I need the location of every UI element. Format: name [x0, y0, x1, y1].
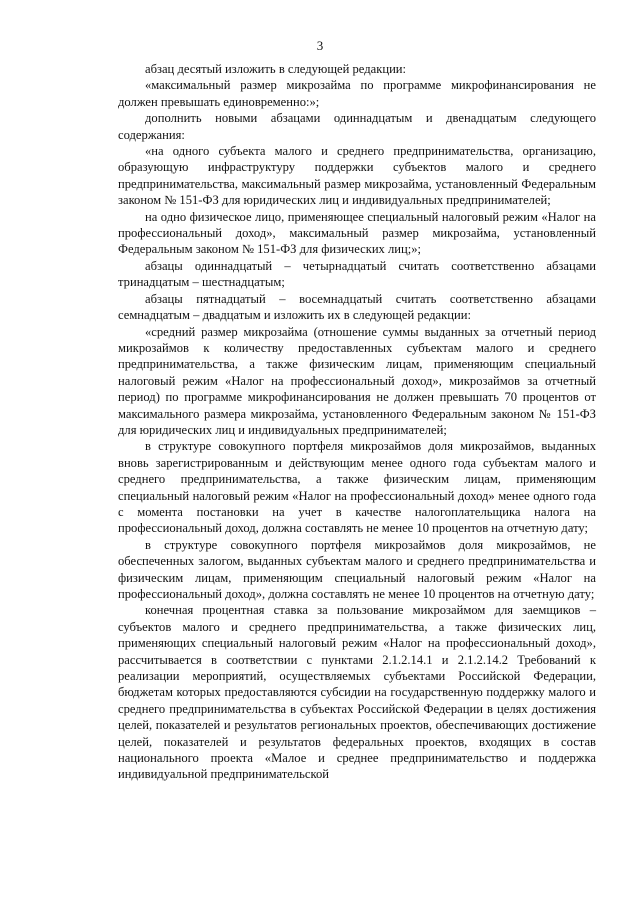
paragraph: абзацы пятнадцатый – восемнадцатый считать соответственно абзацами семнадцатым – двадцатым и изложить их в следующей редакции: [118, 291, 596, 323]
page-number: 3 [316, 38, 324, 53]
paragraph: в структуре совокупного портфеля микрозаймов доля микрозаймов, выданных вновь зарегистрированным и действующим менее одного года субъектам малого и среднего предпринимательства, а также физическим лицам, применяющим специальный налоговый режим «Налог на профессиональный доход» менее одного года с момента постановки на учет в качестве налогоплательщика налога на профессиональный доход, должна составлять не менее 10 процентов на отчетную дату; [118, 439, 596, 536]
paragraph: «на одного субъекта малого и среднего предпринимательства, организацию, образующую инфраструктуру поддержки субъектов малого и среднего предпринимательства, максимальный размер микрозайма, установленный Федеральным законом № 151-ФЗ для юридических лиц и индивидуальных предпринимателей; [118, 144, 596, 208]
paragraph: на одно физическое лицо, применяющее специальный налоговый режим «Налог на профессиональный доход», максимальный размер микрозайма, установленный Федеральным законом № 151-ФЗ для физических лиц;»; [118, 209, 596, 257]
paragraph: в структуре совокупного портфеля микрозаймов доля микрозаймов, не обеспеченных залогом, выданных субъектам малого и среднего предпринимательства и физическим лицам, применяющим специальный налоговый режим «Налог на профессиональный доход», должна составлять не менее 10 процентов на отчетную дату; [118, 537, 596, 601]
paragraph: абзац десятый изложить в следующей редакции: [145, 62, 407, 76]
paragraph: «максимальный размер микрозайма по программе микрофинансирования не должен превышать единовременно:»; [118, 78, 596, 109]
paragraph: абзацы одиннадцатый – четырнадцатый считать соответственно абзацами тринадцатым – шестнадцатым; [118, 258, 596, 290]
paragraph: «средний размер микрозайма (отношение суммы выданных за отчетный период микрозаймов к количеству предоставленных субъектам малого и среднего предпринимательства, а также физическим лицам, применяющим специальный налоговый режим «Налог на профессиональный доход», микрозаймов за отчетный период) по программе микрофинансирования не должен превышать 70 процентов от максимального размера микрозайма, установленного Федеральным законом № 151-ФЗ для юридических лиц и индивидуальных предпринимателей; [118, 324, 596, 437]
document-body [118, 61, 596, 783]
paragraph: дополнить новыми абзацами одиннадцатым и двенадцатым следующего содержания: [118, 111, 596, 142]
paragraph: конечная процентная ставка за пользование микрозаймом для заемщиков – субъектов малого и среднего предпринимательства, а также физических лиц, применяющих специальный налоговый режим «Налог на профессиональный доход», рассчитывается в соответствии с пунктами 2.1.2.14.1 и 2.1.2.14.2 Требований к реализации мероприятий, осуществляемых субъектами Российской Федерации, бюджетам которых предоставляются субсидии на государственную поддержку малого и среднего предпринимательства в субъектах Российской Федерации в целях достижения целей, показателей и результатов региональных проектов, обеспечивающих достижение целей, показателей и результатов федеральных проектов, входящих в состав национального проекта «Малое и среднее предпринимательство и поддержка индивидуальной предпринимательской [118, 603, 596, 782]
